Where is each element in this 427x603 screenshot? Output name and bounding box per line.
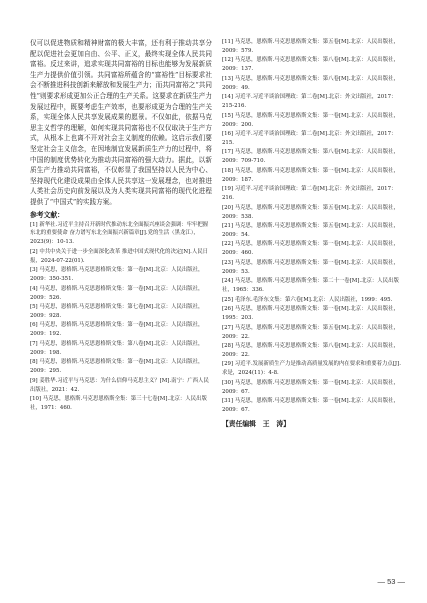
reference-item: [6] 马克思，恩格斯.马克思恩格斯文集：第一卷[M].北京：人民出版社，2009：192.	[30, 322, 204, 338]
reference-item: [13] 马克思，恩格斯.马克思恩格斯文集：第八卷[M].北京：人民出版社，2009：49.	[222, 75, 399, 91]
reference-item: [11] 马克思，恩格斯.马克思恩格斯文集：第五卷[M].北京：人民出版社，2009：579.	[222, 39, 399, 54]
reference-item: [1] 新华社.习近平主持召开新时代推动东北全面振兴座谈会强调：牢牢把握东北的重要使命 奋力谱写东北全面振兴新篇章[J].党的生活（黑龙江），2023(9)：10-13.	[30, 221, 209, 246]
reference-item: [7] 马克思，恩格斯.马克思恩格斯文集：第八卷[M].北京：人民出版社，2009：198.	[30, 340, 204, 356]
page-number: — 53 —	[377, 577, 405, 586]
reference-item: [8] 马克思，恩格斯.马克思恩格斯文集：第一卷[M].北京：人民出版社，2009：295.	[30, 359, 204, 375]
reference-item: [16] 习近平.习近平谈治国理政：第二卷[M].北京：外文出版社，2017：215.	[222, 131, 397, 146]
reference-item: [15] 马克思，恩格斯.马克思恩格斯文集：第一卷[M].北京：人民出版社，2009：200.	[222, 112, 399, 128]
references-list-left	[30, 221, 212, 413]
reference-item: [22] 马克思，恩格斯.马克思恩格斯文集：第一卷[M].北京：人民出版社，2009：460.	[222, 241, 399, 257]
reference-item: [10] 马克思，恩格斯.马克思恩格斯全集：第三十七卷[M].北京：人民出版社，1971：460.	[30, 396, 207, 411]
reference-item: [14] 习近平.习近平谈治国理政：第二卷[M].北京：外文出版社，2017：215-216.	[222, 94, 397, 110]
references-heading: 参考文献：	[30, 210, 64, 219]
reference-item: [2] 中共中央关于进一步全面深化改革 推进中国式现代化的决定[N].人民日报，2024-07-22(01).	[30, 248, 209, 264]
reference-item: [24] 马克思，恩格斯.马克思恩格斯全集：第二十一卷[M].北京：人民出版社，1965：336.	[222, 278, 399, 294]
references-list-right	[222, 38, 404, 415]
reference-item: [26] 马克思，恩格斯.马克思恩格斯文集：第一卷[M].北京：人民出版社，1995：203.	[222, 306, 399, 322]
reference-item: [3] 马克思，恩格斯.马克思恩格斯文集：第一卷[M].北京：人民出版社，2009：350-351.	[30, 267, 204, 283]
reference-item: [4] 马克思，恩格斯.马克思恩格斯文集：第一卷[M].北京：人民出版社，2009：526.	[30, 285, 204, 301]
responsible-editor: 【责任编辑 王 涛】	[222, 420, 290, 429]
reference-item: [27] 马克思，恩格斯.马克思恩格斯文集：第五卷[M].北京：人民出版社，2009：22.	[222, 324, 399, 340]
reference-item: [23] 马克思，恩格斯.马克思恩格斯文集：第一卷[M].北京：人民出版社，2009：53.	[222, 259, 399, 275]
reference-item: [31] 马克思，恩格斯.马克思恩格斯文集：第一卷[M].北京：人民出版社，2009：67.	[222, 398, 399, 414]
reference-item: [21] 马克思，恩格斯.马克思恩格斯文集：第五卷[M].北京：人民出版社，2009：54.	[222, 223, 399, 238]
right-column	[222, 38, 404, 428]
reference-item: [12] 马克思，恩格斯.马克思恩格斯文集：第八卷[M].北京：人民出版社，2009：137.	[222, 57, 399, 73]
reference-item: [9] 姜胜华.习近平与马克思：为什么信仰马克思主义？[M].南宁：广西人民出版社，2021：42.	[30, 377, 209, 393]
reference-item: [28] 马克思，恩格斯.马克思恩格斯文集：第八卷[M].北京：人民出版社，2009：22.	[222, 343, 399, 358]
left-column	[30, 38, 212, 413]
reference-item: [30] 马克思，恩格斯.马克思恩格斯文集：第一卷[M].北京：人民出版社，2009：67.	[222, 379, 399, 395]
reference-item: [18] 马克思，恩格斯.马克思恩格斯文集：第一卷[M].北京：人民出版社，2009：187.	[222, 167, 399, 183]
reference-item: [5] 马克思，恩格斯.马克思恩格斯文集：第七卷[M].北京：人民出版社，2009：928.	[30, 304, 204, 319]
reference-item: [19] 习近平.习近平谈治国理政：第二卷[M].北京：外文出版社，2017：216.	[222, 186, 397, 202]
body-paragraph: 仅可以促进物质和精神财富的极大丰富，还有利于推动共享分配以促进社会更加自由、公平、正义，最终实现全体人民共同富裕。反过来讲，追求实现共同富裕的目标也能够为发展新质生产力提供价值引领。共同富裕所蕴含的“富裕性”目标要求社会不断推进科技创新来解放和发展生产力；而共同富裕之“共同性”则要求形成更加公正合理的生产关系。这要求在新质生产力发展过程中，既要考虑生产效率，也要形成更为合理的生产关系，实现全体人民共享发展成果的愿景。不仅如此，依据马克思主义哲学的理解，如何实现共同富裕也不仅仅取决于生产方式，从根本上也离不开对社会主义制度的依赖。这启示我们要坚定社会主义信念，在因地制宜发展新质生产力的过程中，将中国的制度优势转化为推动共同富裕的强大动力。据此，以新质生产力推动共同富裕，不仅彰显了我国坚持以人民为中心、坚持现代化建设成果由全体人民共享这一发展理念，也对推进人类社会历史向前发展以及为人类实现共同富裕的现代化进程提供了“中国式”的实践方案。	[30, 39, 212, 206]
reference-item: [29] 习近平.发展新质生产力是推动高质量发展的内在要求和重要着力点[J].求是，2024(11)：4-8.	[222, 361, 401, 377]
reference-item: [17] 马克思，恩格斯.马克思恩格斯文集：第八卷[M].北京：人民出版社，2009：709-710.	[222, 149, 399, 165]
reference-item: [20] 马克思，恩格斯.马克思恩格斯文集：第五卷[M].北京：人民出版社，2009：538.	[222, 204, 399, 220]
reference-item: [25] 毛泽东.毛泽东文集：第六卷[M].北京：人民出版社，1999：495.	[222, 296, 393, 303]
